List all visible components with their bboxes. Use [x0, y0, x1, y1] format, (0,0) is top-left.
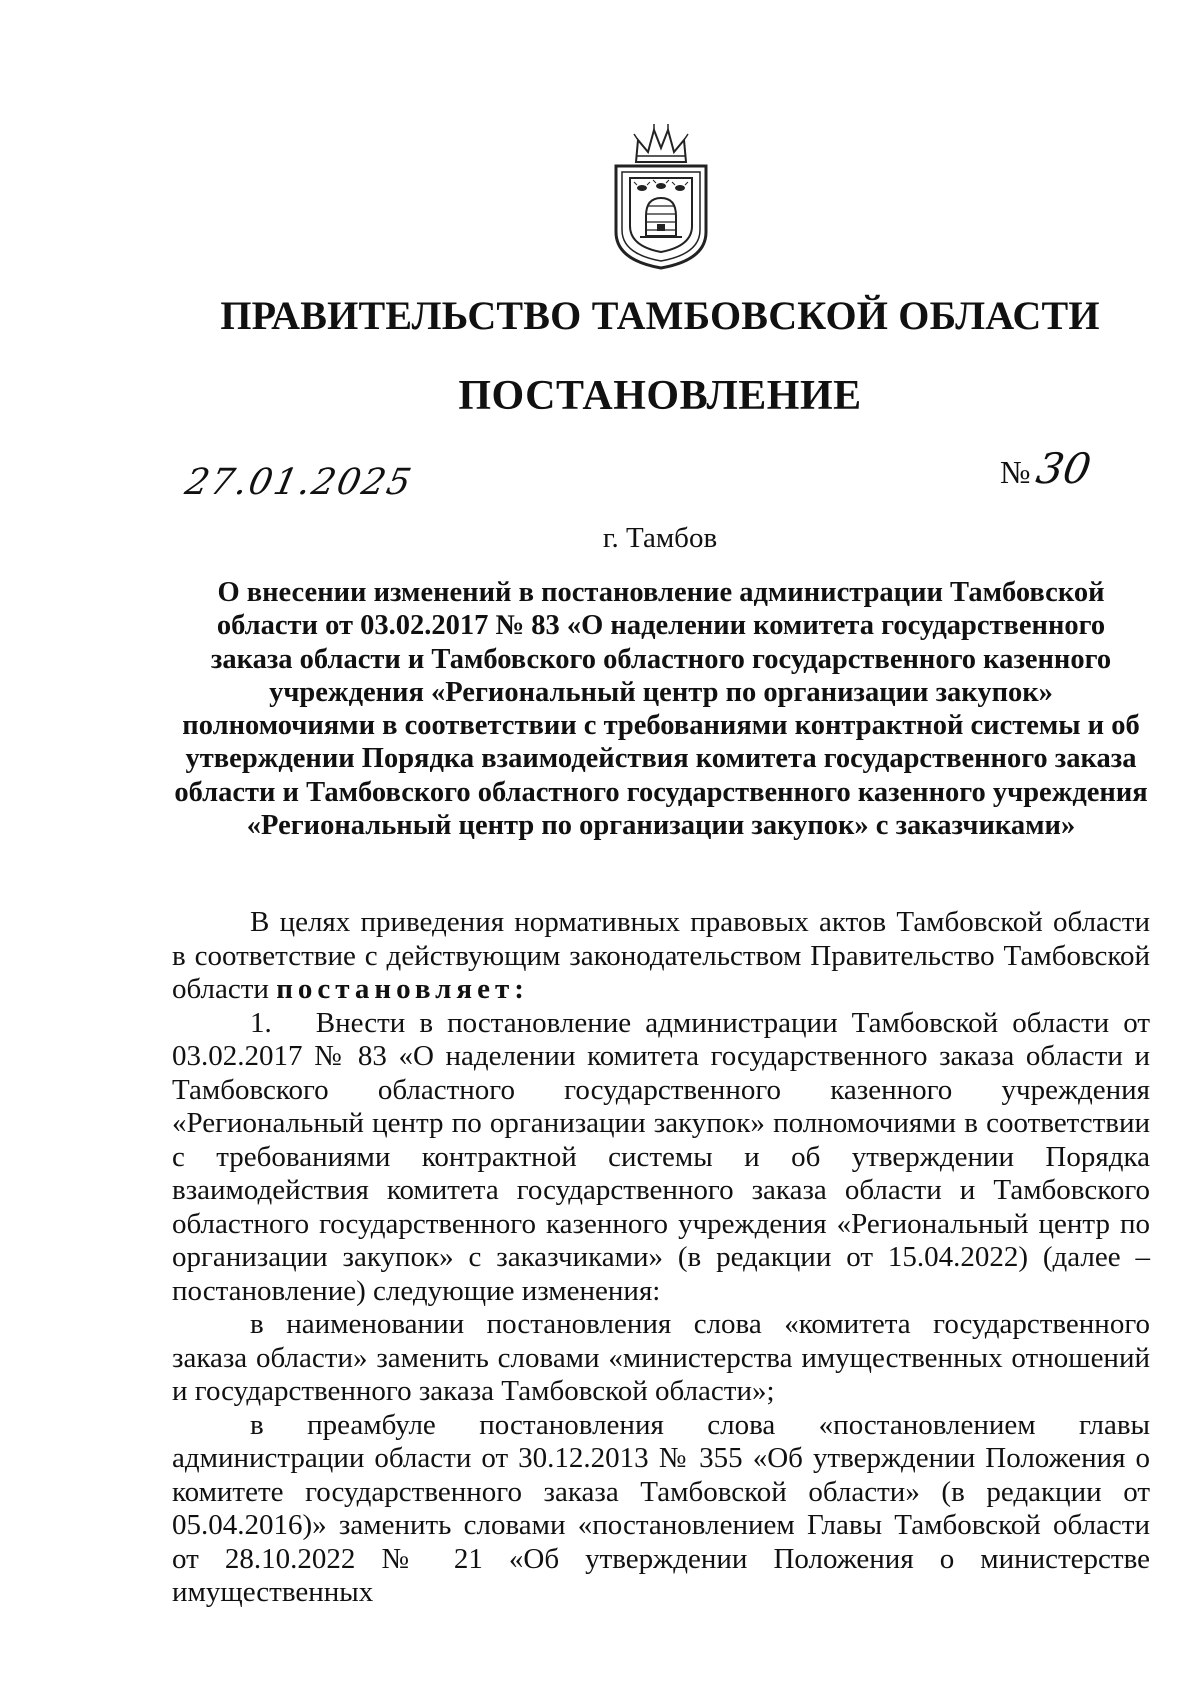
item-number: 1.	[250, 1006, 272, 1039]
document-date: 27.01.2025	[181, 462, 417, 503]
number-sign: №	[1000, 454, 1031, 490]
paragraph-preamble	[172, 906, 1150, 1007]
number-value: 30	[1032, 444, 1095, 493]
document-body	[172, 906, 1150, 1610]
coat-of-arms-icon	[606, 120, 716, 270]
document-type-title: ПОСТАНОВЛЕНИЕ	[458, 373, 862, 419]
paragraph-preamble-change: в преамбуле постановления слова «постановлением главы администрации области от 30.12.2013 № 355 «Об утверждении Положения о комитете государственного заказа Тамбовской области» (в редакции от 05.04.2016)» заменить словами «постановлением Главы Тамбовской области от 28.10.2022 № 21 «Об утверждении Положения о министерстве имущественных	[172, 1408, 1150, 1608]
item-1-text: Внести в постановление администрации Тамбовской области от 03.02.2017 № 83 «О наделении комитета государственного заказа области и Тамбовского областного государственного казенного учреждения «Региональный центр по организации закупок» полномочиями в соответствии с требованиями контрактной системы и об утверждении Порядка взаимодействия комитета государственного заказа области и Тамбовского областного государственного казенного учреждения «Региональный центр по организации закупок» с заказчиками» (в редакции от 15.04.2022) (далее – постановление) следующие изменения:	[172, 1006, 1150, 1307]
paragraph-title-change: в наименовании постановления слова «комитета государственного заказа области» заменить словами «министерства имущественных отношений и государственного заказа Тамбовской области»;	[172, 1308, 1150, 1407]
government-title: ПРАВИТЕЛЬСТВО ТАМБОВСКОЙ ОБЛАСТИ	[220, 293, 1100, 338]
document-heading: О внесении изменений в постановление администрации Тамбовской области от 03.02.2017 № 83 «О наделении комитета государственного заказа области и Тамбовского областного государственного казенного учреждения «Региональный центр по организации закупок» полномочиями в соответствии с требованиями контрактной системы и об утверждении Порядка взаимодействия комитета государственного заказа области и Тамбовского областного государственного казенного учреждения «Региональный центр по организации закупок» с заказчиками»	[174, 577, 1148, 842]
city-line: г. Тамбов	[602, 522, 718, 554]
preamble-text: В целях приведения нормативных правовых актов Тамбовской области в соответствие с действующим законодательством Правительство Тамбовской области	[172, 906, 1150, 1005]
document-number	[1000, 444, 1095, 493]
paragraph-item-1	[172, 1007, 1150, 1309]
decree-word: постановляет:	[276, 973, 529, 1005]
